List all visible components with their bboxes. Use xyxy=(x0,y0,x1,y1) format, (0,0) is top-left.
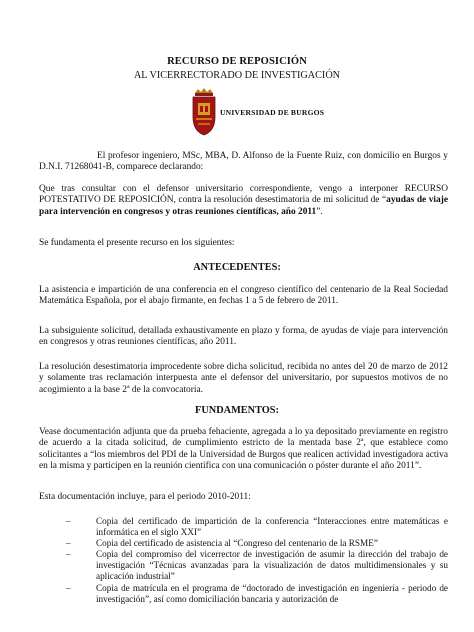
fundamentos-paragraph-1: Vease documentación adjunta que da prueba fehaciente, agregada a lo ya depositado previamente en registro de acuerdo a la citada solicitud, de cumplimiento estricto de la mentada base 2ª, que establece como solicitantes a “los miembros del PDI de la Universidad de Burgos que realicen actividad investigadora activa en la misma y participen en la reunión científica con una comunicación o póster durante el año 2011”. xyxy=(39,427,448,471)
list-item xyxy=(66,549,448,582)
list-item xyxy=(66,538,448,549)
list-dash: – xyxy=(66,582,71,593)
documentation-list xyxy=(66,516,448,605)
antecedentes-paragraph-2: La subsiguiente solicitud, detallada exhaustivamente en plazo y forma, de ayudas de viaje para intervención en congresos y otras reuniones científicas, año 2011. xyxy=(39,326,448,348)
fundamentos-paragraph-2: Esta documentación incluye, para el periodo 2010-2011: xyxy=(39,492,251,502)
grounds-intro-paragraph: Se fundamenta el presente recurso en los siguientes: xyxy=(39,238,235,248)
list-item-text: Copia del compromiso del vicerrector de investigación de asumir la dirección del trabajo de investigación “Técnicas avanzadas para la visualización de datos multidimensionales y su aplicación industrial” xyxy=(96,549,448,582)
antecedentes-heading: ANTECEDENTES: xyxy=(193,262,281,273)
list-item xyxy=(66,516,448,538)
list-item xyxy=(66,583,448,605)
list-dash: – xyxy=(66,538,71,549)
list-item-text: Copia del certificado de asistencia al “Congreso del centenario de la RSME” xyxy=(96,538,378,549)
fundamentos-heading: FUNDAMENTOS: xyxy=(195,405,279,416)
antecedentes-paragraph-3: La resolución desestimatoria improcedente sobre dicha solicitud, recibida no antes del 20 de marzo de 2012 y solamente tras reclamación interpuesta ante el defensor del universitario, por supuestos motivos de no acogimiento a la base 2ª de la convocatoria. xyxy=(39,362,448,395)
appeal-text-start: Que tras consultar con el defensor universitario correspondiente, vengo a interponer RECURSO POTESTATIVO DE REPOSICIÓN, contra la resolución desestimatoria de mi solicitud de “ xyxy=(39,184,448,206)
antecedentes-paragraph-1: La asistencia e impartición de una conferencia en el congreso científico del centenario de la Real Sociedad Matemática Española, por el abajo firmante, en fechas 1 a 5 de febrero de 2011. xyxy=(39,285,448,307)
appeal-text-end: ”. xyxy=(316,206,323,217)
appeal-paragraph xyxy=(39,184,448,218)
document-title: RECURSO DE REPOSICIÓN xyxy=(167,56,307,67)
list-item-text: Copia del certificado de impartición de la conferencia “Interacciones entre matemáticas e informática en el siglo XXI” xyxy=(96,516,448,538)
university-logo-text: UNIVERSIDAD DE BURGOS xyxy=(220,108,325,117)
list-dash: – xyxy=(66,549,71,560)
document-subtitle: AL VICERRECTORADO DE INVESTIGACIÓN xyxy=(133,70,341,81)
list-dash: – xyxy=(66,516,71,526)
intro-paragraph: El profesor ingeniero, MSc, MBA, D. Alfonso de la Fuente Ruiz, con domicilio en Burgos y D.N.I. 71268041-B, comparece declarando: xyxy=(39,151,448,173)
list-item-text: Copia de matrícula en el programa de “doctorado de investigación en ingeniería - periodo de investigación”, así como domiciliación bancaria y autorización de xyxy=(96,582,448,604)
appeal-subject: ayudas de viaje para intervención en congresos y otras reuniones científicas, año 2011 xyxy=(39,195,448,217)
